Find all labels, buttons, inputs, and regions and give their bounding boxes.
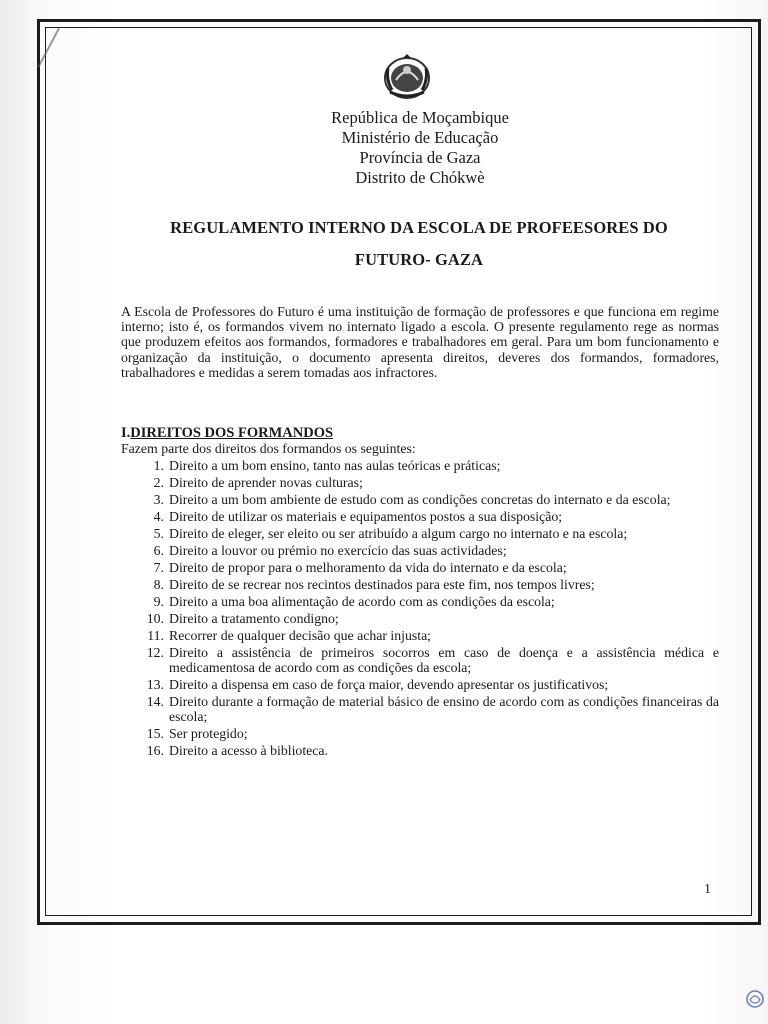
list-item (121, 458, 719, 473)
coat-of-arms-icon (382, 54, 432, 100)
intro-paragraph: A Escola de Professores do Futuro é uma instituição de formação de professores e que funciona em regime interno; isto é, os formandos vivem no internato ligado a escola. O presente regulamento rege as normas que produzem efeitos aos formandos, formadores e trabalhadores em geral. Para um bom funcionamento e organização da instituição, o documento apresenta direitos, deveres dos formandos, formadores, trabalhadores e medidas a serem tomadas aos infractores. (121, 304, 719, 380)
title-line-1: REGULAMENTO INTERNO DA ESCOLA DE PROFEESORES DO (170, 218, 668, 237)
header-line-ministry: Ministério de Educação (341, 128, 499, 147)
list-item (121, 694, 719, 724)
list-item-text: Direito a um bom ensino, tanto nas aulas teóricas e práticas; (169, 458, 501, 473)
list-item-text: Direito de se recrear nos recintos destinados para este fim, nos tempos livres; (169, 576, 595, 592)
list-item (121, 475, 719, 490)
list-item (121, 677, 719, 692)
list-item (121, 743, 719, 758)
list-item-text: Direito a assistência de primeiros socorros em caso de doença e a assistência médica e medicamentosa de acordo com as condições da escola; (169, 644, 719, 675)
list-item-text: Direito durante a formação de material básico de ensino de acordo com as condições financeiras da escola; (169, 693, 719, 724)
section-title: DIREITOS DOS FORMANDOS (130, 425, 334, 441)
document-header (220, 108, 620, 188)
list-item-number: 16. (146, 742, 164, 758)
list-item (121, 543, 719, 558)
list-item-number: 13. (146, 676, 164, 692)
list-item (121, 645, 719, 675)
list-item-text: Direito de eleger, ser eleito ou ser atribuído a algum cargo no internato e na escola; (169, 525, 628, 541)
section-heading (121, 425, 333, 442)
list-item-number: 1. (153, 458, 164, 473)
list-item-text: Direito de aprender novas culturas; (169, 474, 363, 490)
list-item-number: 14. (146, 693, 164, 709)
list-item-text: Direito a um bom ambiente de estudo com as condições concretas do internato e da escola; (169, 491, 671, 507)
list-item-number: 6. (153, 542, 164, 558)
header-line-district: Distrito de Chókwè (355, 168, 485, 187)
list-item-text: Ser protegido; (169, 725, 248, 741)
list-item-number: 7. (153, 559, 164, 575)
list-item-number: 9. (153, 593, 164, 609)
header-line-country: República de Moçambique (331, 108, 509, 127)
document-title (120, 212, 718, 276)
section-number: I. (121, 425, 131, 441)
page-number: 1 (704, 882, 711, 897)
list-item-number: 12. (146, 644, 164, 660)
list-item-text: Direito de utilizar os materiais e equipamentos postos a sua disposição; (169, 508, 563, 524)
list-item-number: 3. (153, 491, 164, 507)
list-item (121, 577, 719, 592)
list-item-number: 11. (147, 627, 164, 643)
stamp-icon (744, 988, 766, 1010)
header-line-province: Província de Gaza (359, 148, 481, 167)
list-item (121, 726, 719, 741)
list-item-number: 10. (146, 610, 164, 626)
list-item-text: Direito de propor para o melhoramento da vida do internato e da escola; (169, 559, 567, 575)
list-item (121, 509, 719, 524)
list-item-number: 4. (153, 508, 164, 524)
list-item (121, 492, 719, 507)
list-item (121, 526, 719, 541)
list-item-text: Direito a tratamento condigno; (169, 610, 339, 626)
list-item-number: 2. (153, 474, 164, 490)
list-item-text: Direito a louvor ou prémio no exercício das suas actividades; (169, 542, 507, 558)
list-item-text: Direito a acesso à biblioteca. (169, 742, 328, 758)
list-item (121, 628, 719, 643)
list-item-number: 15. (146, 725, 164, 741)
list-item-number: 5. (153, 525, 164, 541)
list-item (121, 611, 719, 626)
section-intro: Fazem parte dos direitos dos formandos os seguintes: (121, 441, 416, 456)
list-item (121, 560, 719, 575)
list-item (121, 594, 719, 609)
list-item-text: Direito a uma boa alimentação de acordo com as condições da escola; (169, 593, 555, 609)
list-item-text: Recorrer de qualquer decisão que achar injusta; (169, 627, 432, 643)
rights-list (121, 458, 719, 760)
title-line-2: FUTURO- GAZA (354, 250, 484, 269)
list-item-number: 8. (153, 576, 164, 592)
list-item-text: Direito a dispensa em caso de força maior, devendo apresentar os justificativos; (169, 676, 609, 692)
